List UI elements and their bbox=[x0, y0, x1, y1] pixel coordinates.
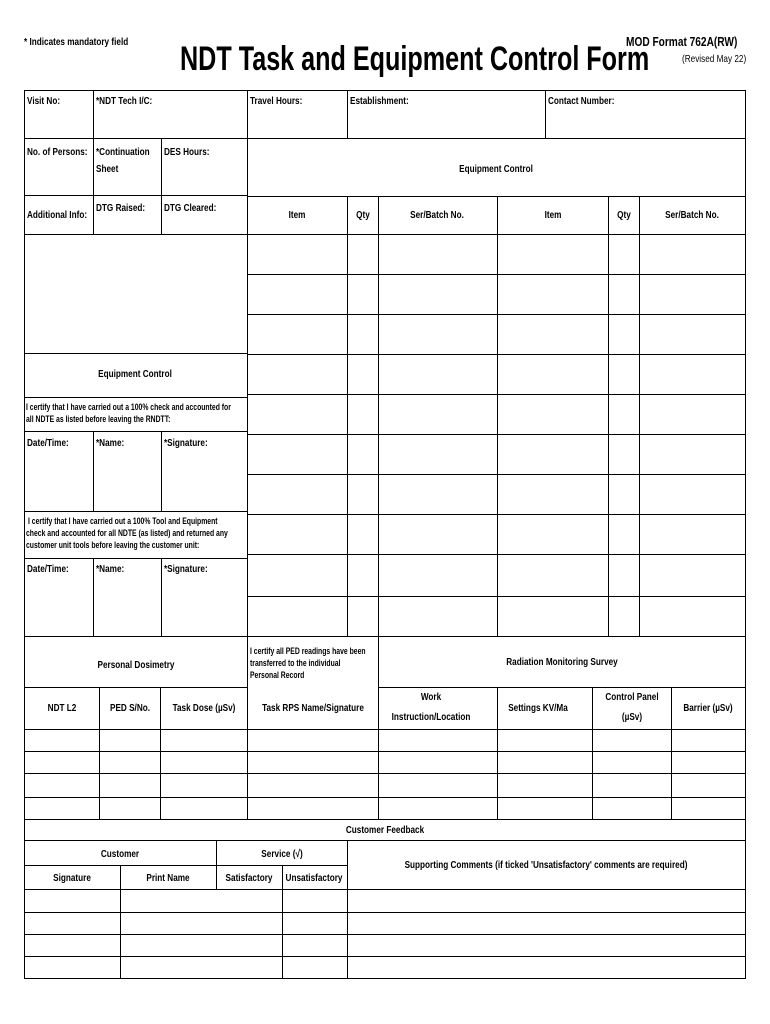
col-control-line-2: (µSv) bbox=[621, 711, 643, 723]
certify-tool-line-1: I certify that I have carried out a 100% Tool and Equipment bbox=[28, 516, 218, 527]
mod-format: MOD Format 762A(RW) bbox=[626, 34, 738, 49]
col-qty-2: Qty bbox=[617, 209, 631, 221]
travel-hours-field[interactable] bbox=[248, 110, 346, 137]
ndt-tech-label: *NDT Tech I/C: bbox=[96, 95, 153, 107]
mandatory-note: * Indicates mandatory field bbox=[24, 36, 129, 48]
des-hours-label: DES Hours: bbox=[164, 146, 210, 158]
col-work-line-2: Instruction/Location bbox=[391, 711, 471, 723]
certify-tool-line-2: check and accounted for all NDTE (as listed) and returned any bbox=[26, 528, 228, 539]
signature-label-1: *Signature: bbox=[164, 437, 208, 449]
col-task-rps: Task RPS Name/Signature bbox=[262, 702, 364, 714]
travel-hours-label: Travel Hours: bbox=[250, 95, 303, 107]
col-satisfactory: Satisfactory bbox=[225, 872, 273, 884]
ped-cert-line-2: transferred to the individual bbox=[250, 658, 341, 669]
visit-no-label: Visit No: bbox=[27, 95, 61, 107]
col-settings: Settings KV/Ma bbox=[508, 702, 568, 714]
col-control-line-1: Control Panel bbox=[605, 691, 659, 703]
col-ndt-l2: NDT L2 bbox=[47, 702, 77, 714]
service-heading: Service (√) bbox=[261, 848, 303, 860]
supporting-comments-heading: Supporting Comments (if ticked 'Unsatisfactory' comments are required) bbox=[404, 859, 688, 871]
additional-info-label: Additional Info: bbox=[27, 209, 88, 221]
radiation-survey-heading: Radiation Monitoring Survey bbox=[506, 656, 618, 668]
contact-number-label: Contact Number: bbox=[548, 95, 615, 107]
equipment-control-heading: Equipment Control bbox=[459, 163, 533, 175]
continuation-sheet-label-2: Sheet bbox=[96, 163, 119, 175]
dtg-raised-label: DTG Raised: bbox=[96, 202, 146, 214]
ped-cert-line-1: I certify all PED readings have been bbox=[250, 646, 366, 657]
col-ser-1: Ser/Batch No. bbox=[410, 209, 464, 221]
certify-tool-line-3: customer unit tools before leaving the customer unit: bbox=[26, 540, 200, 551]
col-work-line-1: Work bbox=[420, 691, 442, 703]
col-print-name: Print Name bbox=[146, 872, 190, 884]
form-title: NDT Task and Equipment Control Form bbox=[180, 40, 650, 78]
ped-cert-line-3: Personal Record bbox=[250, 670, 305, 681]
certify-check-line-1: I certify that I have carried out a 100% check and accounted for bbox=[26, 402, 231, 413]
dtg-cleared-label: DTG Cleared: bbox=[164, 202, 217, 214]
ndt-tech-field[interactable] bbox=[94, 110, 246, 137]
customer-heading: Customer bbox=[100, 848, 140, 860]
col-unsatisfactory: Unsatisfactory bbox=[285, 872, 343, 884]
col-task-dose: Task Dose (µSv) bbox=[172, 702, 236, 714]
name-label-2: *Name: bbox=[96, 563, 125, 575]
date-time-label-2: Date/Time: bbox=[27, 563, 69, 575]
name-label-1: *Name: bbox=[96, 437, 125, 449]
col-ped-sno: PED S/No. bbox=[109, 702, 151, 714]
col-item-1: Item bbox=[288, 209, 306, 221]
signature-label-2: *Signature: bbox=[164, 563, 208, 575]
col-barrier: Barrier (µSv) bbox=[683, 702, 733, 714]
col-item-2: Item bbox=[544, 209, 562, 221]
customer-feedback-heading: Customer Feedback bbox=[345, 824, 425, 836]
date-time-label-1: Date/Time: bbox=[27, 437, 69, 449]
left-equipment-control-heading: Equipment Control bbox=[98, 368, 172, 380]
no-of-persons-label: No. of Persons: bbox=[27, 146, 88, 158]
certify-check-line-2: all NDTE as listed before leaving the RNDTT: bbox=[26, 414, 171, 425]
establishment-field[interactable] bbox=[348, 110, 544, 137]
col-qty-1: Qty bbox=[356, 209, 370, 221]
col-signature: Signature bbox=[53, 872, 91, 884]
personal-dosimetry-heading: Personal Dosimetry bbox=[97, 659, 175, 671]
revised-date: (Revised May 22) bbox=[682, 53, 747, 65]
establishment-label: Establishment: bbox=[350, 95, 409, 107]
continuation-sheet-label-1: *Continuation bbox=[96, 146, 150, 158]
contact-number-field[interactable] bbox=[546, 110, 744, 137]
col-ser-2: Ser/Batch No. bbox=[665, 209, 719, 221]
visit-no-field[interactable] bbox=[25, 110, 92, 137]
